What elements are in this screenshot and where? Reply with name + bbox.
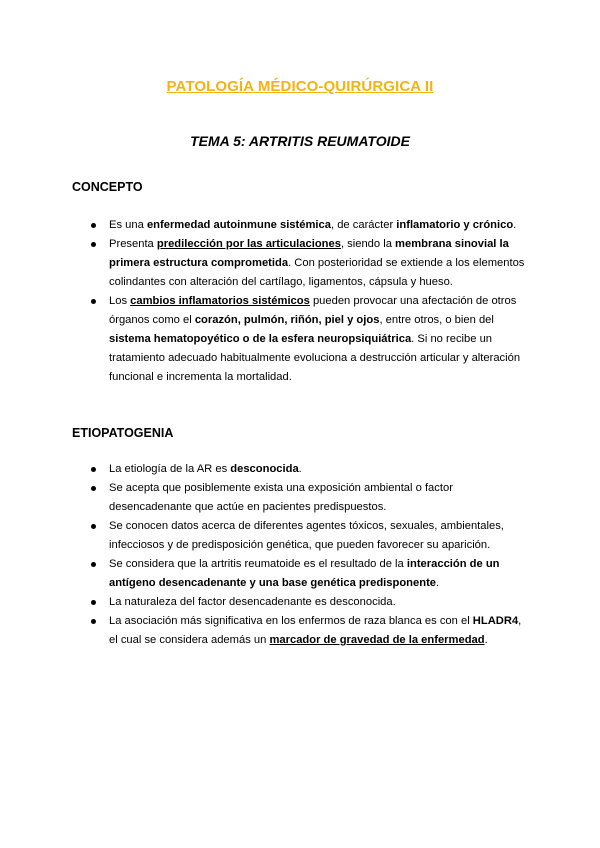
body-text: . Si no recibe un tratamiento adecuado habitualmente evoluciona a destrucción articular y alteración funcional e incrementa la mortalidad. (109, 333, 521, 383)
emphasized-text: marcador de gravedad de la enfermedad (269, 634, 485, 646)
list-item (72, 517, 532, 555)
bullet-dot-icon (91, 562, 96, 567)
body-text: , de carácter (330, 219, 397, 231)
body-text: . (484, 634, 488, 646)
body-text: La asociación más significativa en los enfermos de raza blanca es con el (109, 615, 473, 627)
bullet-dot-icon (91, 467, 96, 472)
emphasized-text: sistema hematopoyético o de la esfera neuropsiquiátrica (109, 333, 412, 345)
body-text: . (513, 219, 517, 231)
list-item (72, 235, 532, 292)
bullet-dot-icon (91, 619, 96, 624)
bullet-dot-icon (91, 223, 96, 228)
body-text: Se acepta que posiblemente exista una exposición ambiental o factor desencadenante que actúe en pacientes predispuestos. (109, 482, 453, 513)
emphasized-text: membrana sinovial la primera estructura comprometida (109, 238, 509, 269)
emphasized-text: interacción de un antígeno desencadenante y una base genética predisponente (109, 558, 500, 589)
body-text: Se considera que la artritis reumatoide es el resultado de la (109, 558, 407, 570)
emphasized-text: enfermedad autoinmune sistémica (146, 219, 331, 231)
body-text: , siendo la (340, 238, 396, 250)
body-text: Se conocen datos acerca de diferentes agentes tóxicos, sexuales, ambientales, infecciosos y de predisposición genética, que pueden favorecer su aparición. (109, 520, 504, 551)
body-text: La etiología de la AR es (109, 463, 231, 475)
page-title: PATOLOGÍA MÉDICO-QUIRÚRGICA II (166, 78, 434, 95)
list-item (72, 460, 532, 479)
body-text: , el cual se considera además un (109, 615, 522, 646)
emphasized-text: corazón, pulmón, riñón, piel y ojos (194, 314, 380, 326)
list-item (72, 555, 532, 593)
section-heading-etiopatogenia: ETIOPATOGENIA (72, 426, 174, 440)
list-item (72, 216, 532, 235)
bullet-dot-icon (91, 242, 96, 247)
emphasized-text: predilección por las articulaciones (156, 238, 341, 250)
emphasized-text: cambios inflamatorios sistémicos (130, 295, 310, 307)
bullet-dot-icon (91, 524, 96, 529)
bullet-dot-icon (91, 486, 96, 491)
emphasized-text: inflamatorio y crónico (396, 219, 514, 231)
list-item (72, 612, 532, 650)
bullet-list-concepto (72, 216, 532, 387)
body-text: Presenta (109, 238, 157, 250)
body-text: . (298, 463, 302, 475)
list-item (72, 292, 532, 387)
body-text: pueden provocar una afectación de otros órganos como el (109, 295, 517, 326)
section-heading-concepto: CONCEPTO (72, 180, 143, 194)
emphasized-text: HLADR4 (472, 615, 519, 627)
body-text: , entre otros, o bien del (379, 314, 494, 326)
bullet-list-etiopatogenia (72, 460, 532, 650)
list-item (72, 593, 532, 612)
body-text: La naturaleza del factor desencadenante es desconocida. (109, 596, 396, 608)
body-text: Es una (109, 219, 147, 231)
body-text: Los (109, 295, 131, 307)
list-item (72, 479, 532, 517)
body-text: . Con posterioridad se extiende a los elementos colindantes con alteración del cartílago, ligamentos, cápsula y hueso. (109, 257, 525, 288)
bullet-dot-icon (91, 299, 96, 304)
emphasized-text: desconocida (230, 463, 299, 475)
page-subtitle: TEMA 5: ARTRITIS REUMATOIDE (190, 133, 410, 149)
bullet-dot-icon (91, 600, 96, 605)
body-text: . (436, 577, 440, 589)
